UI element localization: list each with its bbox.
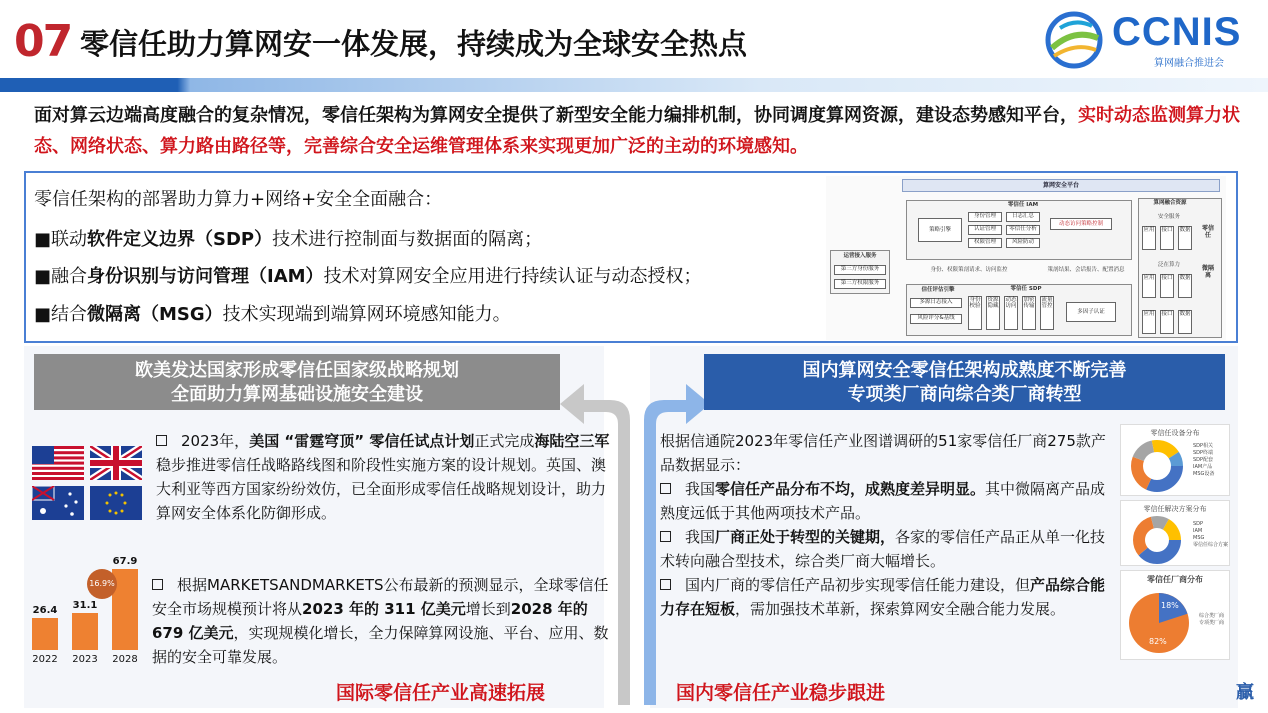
right-header-line2: 专项类厂商向综合类厂商转型 — [847, 384, 1082, 405]
device-distribution-chart — [1120, 424, 1230, 496]
p2-post: ，实现规模化增长，全力保障算网设施、平台、应用、数据的安全可靠发展。 — [152, 624, 609, 666]
diagram-right-cell: 数据 — [1178, 310, 1192, 334]
diagram-ops-title: 运营接入服务 — [843, 253, 877, 259]
diagram-platform: 算网安全平台 — [902, 179, 1220, 192]
b1-pre: 我国 — [685, 480, 716, 498]
australia-flag-icon — [32, 486, 84, 520]
legend-item: IAM — [1193, 528, 1203, 534]
b1-bold: 零信任产品分布不均，成熟度差异明显。 — [715, 480, 986, 498]
chart3-legend — [1199, 613, 1224, 627]
line4-pre: ■结合 — [34, 304, 88, 325]
b2-pre: 我国 — [685, 528, 716, 546]
uk-flag-icon — [90, 446, 142, 480]
right-bullet-3 — [660, 573, 1120, 621]
p1-pre: 2023年， — [181, 432, 250, 450]
header-bar — [0, 78, 1268, 92]
left-paragraph-1 — [156, 429, 610, 525]
legend-item: MSG — [1193, 535, 1205, 541]
diagram-sdp-cell: 身份校验 — [968, 296, 982, 330]
diagram-policy-engine: 策略引擎 — [918, 218, 962, 242]
right-bullet-2 — [660, 525, 1120, 573]
legend-item: SDP配套 — [1193, 457, 1214, 463]
line2-bold: 软件定义边界（SDP） — [87, 229, 273, 250]
diagram-iam-cell: 认证管理 — [968, 225, 1002, 235]
line3-pre: ■融合 — [34, 266, 88, 287]
chart3-title: 零信任厂商分布 — [1147, 575, 1203, 584]
line3-post: 技术对算网安全应用进行持续认证与动态授权； — [323, 266, 702, 287]
diagram-dynamic-ctrl: 动态访问策略控制 — [1050, 218, 1112, 230]
diagram-right-cell: 数据 — [1178, 226, 1192, 250]
chart2-title: 零信任解决方案分布 — [1143, 505, 1207, 513]
b2-bold: 厂商正处于转型的关键期， — [715, 528, 896, 546]
bar-2023 — [72, 613, 98, 650]
legend-item: 零信任综合方案 — [1193, 542, 1229, 548]
globe-logo-icon — [1042, 8, 1106, 72]
diagram-side-label: 微隔离 — [1202, 265, 1215, 279]
right-section-header — [704, 354, 1225, 410]
diagram-sdp-cell: 流量管控 — [1040, 296, 1054, 330]
page-title: 零信任助力算网安一体发展，持续成为全球安全热点 — [80, 27, 748, 61]
architecture-diagram — [826, 176, 1226, 340]
diagram-right-cell: 接口 — [1160, 226, 1174, 250]
left-header-line2: 全面助力算网基础设施安全建设 — [171, 384, 423, 405]
deployment-line4 — [34, 301, 511, 329]
diagram-ops-item: 第三方身份服务 — [834, 265, 886, 275]
b3-post: ，需加强技术革新，探索算网安全融合能力发展。 — [735, 600, 1066, 618]
b3-bold: 产品综合能力存在短板 — [660, 576, 1106, 618]
b1-post: 其中微隔离产品成熟度远低于其他两项技术产品。 — [660, 480, 1106, 522]
legend-item: SDP相关 — [1193, 443, 1214, 449]
market-bar-chart — [28, 552, 148, 670]
bar-value-label: 26.4 — [32, 605, 58, 617]
p2-pre: 根据MARKETSANDMARKETS公布最新的预测显示，全球零信任安全市场规模预计将从 — [152, 576, 609, 618]
diagram-right-cell: 接口 — [1160, 310, 1174, 334]
diagram-sdp-cell: 加密传输 — [1022, 296, 1036, 330]
left-footer: 国际零信任产业高速拓展 — [336, 682, 546, 704]
intro-part2: 实时动态监测算力状态、网络状态、算力路由路径等，完善综合安全运维管理体系来实现更加广泛的主动的环境感知。 — [34, 105, 1240, 157]
diagram-side-label: 零信任 — [1202, 225, 1215, 239]
p1-post: 稳步推进零信任战略路线图和阶段性实施方案的设计规划。英国、澳大利亚等西方国家纷纷效仿，已全面形成零信任战略规划设计，助力算网安全体系化防御形成。 — [156, 456, 607, 522]
legend-item: 综合类厂商 — [1199, 613, 1225, 619]
line4-bold: 微隔离（MSG） — [87, 304, 223, 325]
diagram-eval-item: 多源日志接入 — [910, 298, 962, 308]
legend-item: IAM产品 — [1193, 464, 1213, 470]
right-lead: 根据信通院2023年零信任产业图谱调研的51家零信任厂商275款产品数据显示： — [660, 432, 1106, 474]
diagram-eval-engine: 信任评估引擎 — [921, 287, 955, 293]
line3-bold: 身份识别与访问管理（IAM） — [87, 266, 324, 287]
checkbox-bullet-icon — [156, 435, 167, 446]
diagram-eval-item: 风险评分&基线 — [910, 314, 962, 324]
diagram-iam-cell: 零信任分析 — [1006, 225, 1040, 235]
deployment-line2 — [34, 226, 542, 254]
line2-pre: ■联动 — [34, 229, 88, 250]
chart1-title: 零信任设备分布 — [1150, 429, 1200, 437]
b3-pre: 国内厂商的零信任产品初步实现零信任能力建设，但 — [685, 576, 1031, 594]
p1-bold2: 海陆空三军 — [534, 432, 610, 450]
diagram-iam-cell: 日志汇总 — [1006, 212, 1040, 222]
chart1-donut — [1127, 439, 1187, 493]
checkbox-bullet-icon — [152, 579, 163, 590]
legend-item: SDP终端 — [1193, 450, 1214, 456]
diagram-right-title: 算网融合资源 — [1153, 200, 1187, 206]
brand-logo-text: CCNIS — [1112, 10, 1242, 54]
diagram-right-power: 泛在算力 — [1157, 262, 1180, 268]
bar-category-label: 2028 — [112, 654, 138, 665]
diagram-ops-item: 第三方权限服务 — [834, 279, 886, 289]
legend-item: SDP — [1193, 521, 1204, 527]
chart3-pie — [1123, 587, 1195, 659]
diagram-right-cell: 应用 — [1142, 226, 1156, 250]
deployment-line1: 零信任架构的部署助力算力+网络+安全全面融合： — [34, 189, 443, 210]
diagram-iam-cell: 权限管理 — [968, 238, 1002, 248]
chart2-donut — [1127, 515, 1187, 565]
bar-value-label: 31.1 — [72, 599, 98, 611]
us-flag-icon — [32, 446, 84, 480]
diagram-right-cell: 应用 — [1142, 274, 1156, 298]
chart1-legend — [1193, 443, 1214, 478]
diagram-sdp-title: 零信任 SDP — [1010, 286, 1042, 292]
diagram-iam-cell: 风险防动 — [1006, 238, 1040, 248]
diagram-sdp-cell: 动态访问 — [1004, 296, 1018, 330]
line2-post: 技术进行控制面与数据面的隔离； — [272, 229, 543, 250]
diagram-right-sec: 安全服务 — [1157, 214, 1180, 220]
right-header-line1: 国内算网安全零信任架构成熟度不断完善 — [802, 360, 1127, 381]
cagr-badge: 16.9% — [87, 569, 117, 599]
b2-post: 各家的零信任产品正从单一化技术转向融合型技术，综合类厂商大幅增长。 — [660, 528, 1106, 570]
eu-flag-icon — [90, 486, 142, 520]
p2-mid: 增长到 — [465, 600, 511, 618]
line4-post: 技术实现端到端算网环境感知能力。 — [222, 304, 511, 325]
chart2-legend — [1193, 521, 1228, 549]
diagram-multifactor: 多因子认证 — [1066, 302, 1116, 322]
p2-bold1: 2023 年的 311 亿美元 — [302, 600, 466, 618]
diagram-right-cell: 接口 — [1160, 274, 1174, 298]
left-paragraph-2 — [152, 573, 610, 669]
diagram-right-cell: 应用 — [1142, 310, 1156, 334]
diagram-iam-title: 零信任 IAM — [1007, 202, 1039, 208]
solution-distribution-chart — [1120, 500, 1230, 566]
bar-category-label: 2022 — [32, 654, 58, 665]
left-header-line1: 欧美发达国家形成零信任国家级战略规划 — [135, 360, 459, 381]
right-bullet-1 — [660, 477, 1120, 525]
diagram-right-cell: 数据 — [1178, 274, 1192, 298]
p1-bold1: 美国 “雷霆穹顶” 零信任试点计划 — [249, 432, 475, 450]
p2-bold2: 2028 年的 679 亿美元 — [152, 600, 588, 642]
legend-item: MSG设备 — [1193, 471, 1215, 477]
section-number: 07 — [14, 16, 72, 67]
corner-mark: 贏 — [1236, 682, 1254, 703]
brand-logo-subtitle: 算网融合推进会 — [1154, 58, 1224, 69]
bar-category-label: 2023 — [72, 654, 98, 665]
intro-part1: 面对算云边端高度融合的复杂情况，零信任架构为算网安全提供了新型安全能力编排机制，协同调度算网资源，建设态势感知平台， — [34, 105, 1078, 126]
diagram-flow1: 身份、权限策剖请求、访问监控 — [930, 267, 1008, 273]
chart3-value: 18% — [1161, 601, 1179, 610]
vendor-distribution-chart — [1120, 570, 1230, 660]
checkbox-bullet-icon — [660, 531, 671, 542]
chart3-value: 82% — [1149, 637, 1167, 646]
left-section-header — [34, 354, 560, 410]
right-footer: 国内零信任产业稳步跟进 — [676, 682, 886, 704]
legend-item: 专项类厂商 — [1199, 620, 1225, 626]
deployment-line3 — [34, 263, 702, 291]
checkbox-bullet-icon — [660, 483, 671, 494]
diagram-sdp-cell: 资源隐藏 — [986, 296, 1000, 330]
bar-value-label: 67.9 — [112, 555, 138, 567]
p1-mid: 正式完成 — [474, 432, 535, 450]
checkbox-bullet-icon — [660, 579, 671, 590]
diagram-flow2: 策剖结果、会话报告、配置消息 — [1047, 267, 1125, 273]
bar-2022 — [32, 618, 58, 650]
intro-paragraph — [34, 100, 1244, 162]
diagram-iam-cell: 身份管理 — [968, 212, 1002, 222]
